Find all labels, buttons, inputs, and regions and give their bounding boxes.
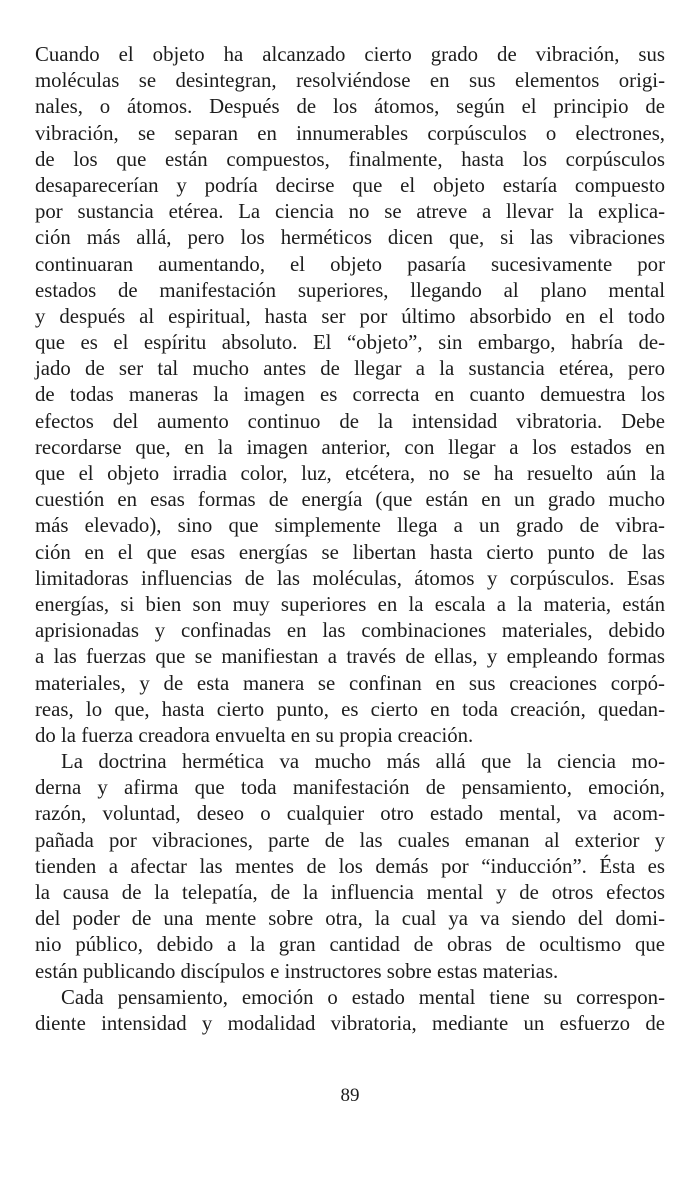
paragraph-2 <box>35 749 665 985</box>
paragraph-3 <box>35 985 665 1037</box>
paragraph-1 <box>35 42 665 749</box>
text-line: y después al espiritual, hasta ser por último absorbido en el todo <box>35 304 665 328</box>
text-line: de los que están compuestos, finalmente, hasta los corpúsculos <box>35 147 665 171</box>
text-line: ción más allá, pero los herméticos dicen que, si las vibraciones <box>35 226 665 250</box>
text-line: ción en el que esas energías se libertan hasta cierto punto de las <box>35 540 665 564</box>
text-line: cuestión en esas formas de energía (que están en un grado mucho <box>35 488 665 512</box>
text-line: Cada pensamiento, emoción o estado mental tiene su correspon- <box>61 985 665 1009</box>
text-line: do la fuerza creadora envuelta en su propia creación. <box>35 723 474 747</box>
text-line: desaparecerían y podría decirse que el objeto estaría compuesto <box>35 173 665 197</box>
text-line: por sustancia etérea. La ciencia no se atreve a llevar la explica- <box>35 200 665 224</box>
text-line: nales, o átomos. Después de los átomos, según el principio de <box>35 95 665 119</box>
text-line: jado de ser tal mucho antes de llegar a la sustancia etérea, pero <box>35 357 665 381</box>
text-line: de todas maneras la imagen es correcta en cuanto demuestra los <box>35 383 665 407</box>
text-line: la causa de la telepatía, de la influencia mental y de otros efectos <box>35 881 665 904</box>
text-line: continuaran aumentando, el objeto pasaría sucesivamente por <box>35 252 665 276</box>
text-line: materiales, y de esta manera se confinan en sus creaciones corpó- <box>35 671 665 695</box>
text-line: a las fuerzas que se manifiestan a través de ellas, y empleando formas <box>35 645 665 669</box>
text-line: nio público, debido a la gran cantidad de obras de ocultismo que <box>35 933 665 957</box>
page-body <box>35 42 665 1037</box>
text-line: reas, lo que, hasta cierto punto, es cierto en toda creación, quedan- <box>35 697 665 721</box>
text-line: derna y afirma que toda manifestación de pensamiento, emoción, <box>35 776 665 800</box>
text-line: tienden a afectar las mentes de los demás por “inducción”. Ésta es <box>35 854 665 878</box>
text-line: La doctrina hermética va mucho más allá que la ciencia mo- <box>61 750 665 774</box>
text-line: recordarse que, en la imagen anterior, con llegar a los estados en <box>35 435 665 459</box>
text-line: que es el espíritu absoluto. El “objeto”, sin embargo, habría de- <box>35 331 665 355</box>
text-line: que el objeto irradia color, luz, etcétera, no se ha resuelto aún la <box>35 462 665 485</box>
text-line: razón, voluntad, deseo o cualquier otro estado mental, va acom- <box>35 802 665 826</box>
text-line: están publicando discípulos e instructores sobre estas materias. <box>35 959 559 983</box>
text-line: moléculas se desintegran, resolviéndose en sus elementos origi- <box>35 69 665 93</box>
text-line: limitadoras influencias de las moléculas, átomos y corpúsculos. Esas <box>35 566 665 590</box>
text-line: del poder de una mente sobre otra, la cual ya va siendo del domi- <box>35 907 665 931</box>
text-line: estados de manifestación superiores, llegando al plano mental <box>35 278 665 302</box>
text-line: pañada por vibraciones, parte de las cuales emanan al exterior y <box>35 828 665 852</box>
text-line: diente intensidad y modalidad vibratoria, mediante un esfuerzo de <box>35 1011 665 1035</box>
text-line: más elevado), sino que simplemente llega a un grado de vibra- <box>35 514 665 538</box>
text-line: Cuando el objeto ha alcanzado cierto grado de vibración, sus <box>35 43 665 66</box>
text-line: aprisionadas y confinadas en las combinaciones materiales, debido <box>35 619 665 643</box>
text-line: vibración, se separan en innumerables corpúsculos o electrones, <box>35 121 665 145</box>
text-line: energías, si bien son muy superiores en la escala a la materia, están <box>35 592 665 616</box>
text-line: efectos del aumento continuo de la intensidad vibratoria. Debe <box>35 409 665 433</box>
page-number: 89 <box>340 1085 360 1106</box>
